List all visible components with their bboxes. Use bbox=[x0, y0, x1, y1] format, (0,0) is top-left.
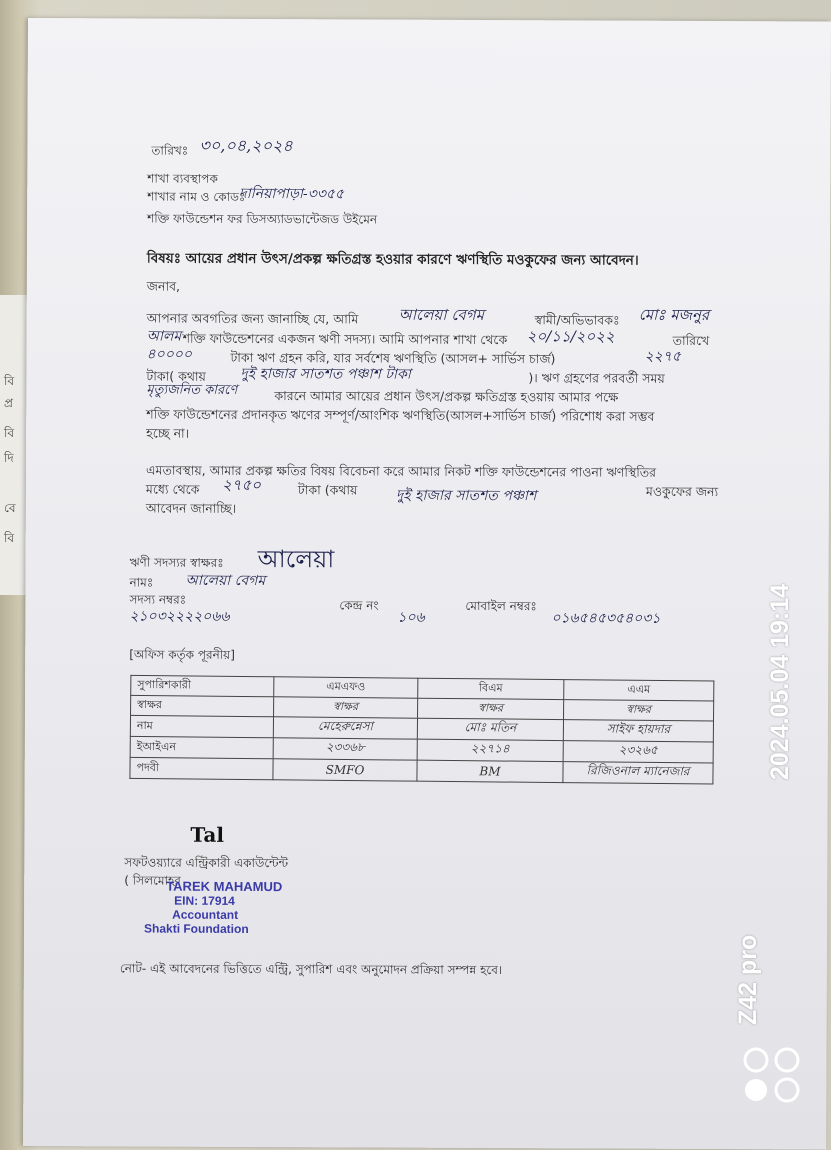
camera-logo-icon bbox=[741, 1044, 803, 1110]
member-name: আলেয়া বেগম bbox=[185, 572, 266, 590]
camera-watermark bbox=[734, 583, 794, 1025]
recommendation-table bbox=[129, 675, 714, 785]
table-cell: মেহেরুন্নেসা bbox=[273, 717, 417, 739]
balance-amount: ২২৭৫ bbox=[644, 348, 681, 365]
table-cell: স্বাক্ষর bbox=[418, 698, 564, 719]
table-cell: SMFO bbox=[273, 759, 417, 781]
para1-text-2a: শক্তি ফাউন্ডেশনের একজন ঋণী সদস্য। আমি আপনার শাখা থেকে bbox=[182, 330, 508, 348]
member-no-label: সদস্য নম্বরঃ bbox=[129, 592, 187, 607]
para1-text-7: হচ্ছে না। bbox=[146, 425, 190, 441]
header-cell: বিএম bbox=[418, 678, 564, 699]
para2-text-2a: মধ্যে থেকে bbox=[145, 481, 200, 497]
stamp-org: Shakti Foundation bbox=[143, 921, 249, 936]
row-label: স্বাক্ষর bbox=[131, 695, 274, 716]
waive-amount-words: দুই হাজার সাতশত পঞ্চাশ bbox=[395, 487, 537, 505]
guardian-name-continued: আলম bbox=[146, 328, 182, 345]
branch-value: দানিয়াপাড়া-৩৩৫৫ bbox=[239, 185, 345, 203]
damage-cause: মৃত্যুজনিত কারণে bbox=[146, 382, 238, 398]
stamp-name: TAREK MAHAMUD bbox=[166, 878, 283, 895]
para2-text-2b: টাকা (কথায় bbox=[297, 482, 358, 498]
branch-label: শাখার নাম ও কোডঃ bbox=[147, 189, 246, 204]
center-label: কেন্দ্র নং bbox=[339, 598, 379, 613]
recipient-title: শাখা ব্যবস্থাপক bbox=[147, 171, 218, 186]
mobile-number: ০১৬৫৪৫৩৫৪০৩১ bbox=[551, 610, 661, 627]
para1-text-4a: টাকা( কথায় bbox=[146, 368, 206, 384]
background-paper-edge: বি প্র বি দি বে বি bbox=[0, 295, 31, 595]
table-cell: মোঃ মতিন bbox=[417, 718, 563, 740]
application-document bbox=[23, 18, 831, 1149]
table-cell: BM bbox=[417, 760, 563, 782]
waive-amount: ২৭৫০ bbox=[221, 475, 262, 495]
row-label: পদবী bbox=[130, 757, 273, 779]
para2-text-3: আবেদন জানাচ্ছি। bbox=[145, 500, 237, 516]
header-cell: এএম bbox=[564, 680, 714, 701]
office-use-label: [অফিস কর্তৃক পূরনীয়] bbox=[129, 647, 235, 662]
watermark-model: Z42 pro bbox=[734, 934, 762, 1025]
para1-text-4b: )। ঋণ গ্রহণের পরবর্তী সময় bbox=[528, 370, 665, 386]
accountant-initials: Tal bbox=[190, 822, 225, 847]
date-value: ৩০,০৪,২০২৪ bbox=[199, 135, 293, 156]
para1-text-5b: কারনে আমার আয়ের প্রধান উৎস/প্রকল্প ক্ষতিগ্রস্ত হওয়ায় আমার পক্ষে bbox=[274, 388, 619, 405]
organization-name: শক্তি ফাউন্ডেশন ফর ডিসঅ্যাডভান্টেজড উইমেন bbox=[147, 211, 378, 227]
table-cell: স্বাক্ষর bbox=[274, 697, 418, 718]
para1-text-1a: আপনার অবগতির জন্য জানাচ্ছি যে, আমি bbox=[146, 310, 359, 327]
mobile-label: মোবাইল নম্বরঃ bbox=[465, 598, 537, 614]
table-cell: রিজিওনাল ম্যানেজার bbox=[563, 762, 713, 784]
loan-amount: ৪০০০০ bbox=[146, 346, 193, 363]
guardian-name: মোঃ মজনুর bbox=[638, 305, 710, 324]
member-number: ২১০৩২২২২০৬৬ bbox=[129, 608, 230, 625]
borrower-name: আলেয়া বেগম bbox=[398, 305, 484, 324]
row-label: নাম bbox=[130, 715, 273, 737]
balance-in-words: দুই হাজার সাতশত পঞ্চাশ টাকা bbox=[240, 365, 411, 383]
header-cell: সুপারিশকারী bbox=[131, 675, 274, 696]
center-number: ১০৬ bbox=[397, 609, 425, 626]
para1-text-2b: তারিখে bbox=[672, 332, 710, 348]
table-cell: স্বাক্ষর bbox=[564, 700, 714, 721]
watermark-datetime: 2024.05.04 19:14 bbox=[766, 583, 794, 780]
stamp-title: Accountant bbox=[172, 907, 239, 922]
para2-text-1: এমতাবস্থায়, আমার প্রকল্প ক্ষতির বিষয় বিবেচনা করে আমার নিকট শক্তি ফাউন্ডেশনের পাওনা ঋণস্থিতির bbox=[145, 462, 657, 480]
para1-text-6: শক্তি ফাউন্ডেশনের প্রদানকৃত ঋণের সম্পূর্ণ/আংশিক ঋণস্থিতি(আসল+সার্ভিস চার্জ) পরিশোধ করা সম্ভব bbox=[146, 406, 655, 424]
table-cell: ২৩২৬৫ bbox=[563, 741, 713, 763]
para1-text-1b: স্বামী/অভিভাবকঃ bbox=[534, 312, 620, 328]
name-label: নামঃ bbox=[129, 575, 154, 590]
accountant-label: সফটওয়্যারে এন্ট্রিকারী একাউন্টেন্ট bbox=[124, 855, 289, 871]
salutation: জনাব, bbox=[146, 278, 181, 294]
table-cell: ২২৭১৪ bbox=[417, 739, 563, 761]
signature-label: ঋণী সদস্যর স্বাক্ষরঃ bbox=[129, 555, 224, 570]
row-label: ইআইএন bbox=[130, 736, 273, 758]
header-cell: এমএফও bbox=[274, 677, 418, 698]
footer-note: নোট- এই আবেদনের ভিত্তিতে এন্ট্রি, সুপারিশ এবং অনুমোদন প্রক্রিয়া সম্পন্ন হবে। bbox=[119, 961, 503, 978]
stamp-ein: EIN: 17914 bbox=[174, 893, 235, 908]
date-label: তারিখঃ bbox=[151, 143, 189, 158]
seal-label: ( সিলমোহর bbox=[124, 873, 181, 888]
table-cell: ২৩৩৬৮ bbox=[273, 738, 417, 760]
subject-line: বিষয়ঃ আয়ের প্রধান উৎস/প্রকল্প ক্ষতিগ্রস্ত হওয়ার কারণে ঋণস্থিতি মওকুফের জন্য আবেদন। bbox=[146, 250, 639, 269]
loan-date: ২০/১১/২০২২ bbox=[526, 327, 615, 346]
para2-text-2c: মওকুফের জন্য bbox=[645, 483, 719, 500]
table-cell: সাইফ হায়দার bbox=[563, 720, 713, 742]
borrower-signature: আলেয়া bbox=[257, 545, 335, 574]
para1-text-3a: টাকা ঋণ গ্রহন করি, যার সর্বশেষ ঋণস্থিতি (আসল+ সার্ভিস চার্জ) bbox=[230, 349, 556, 367]
